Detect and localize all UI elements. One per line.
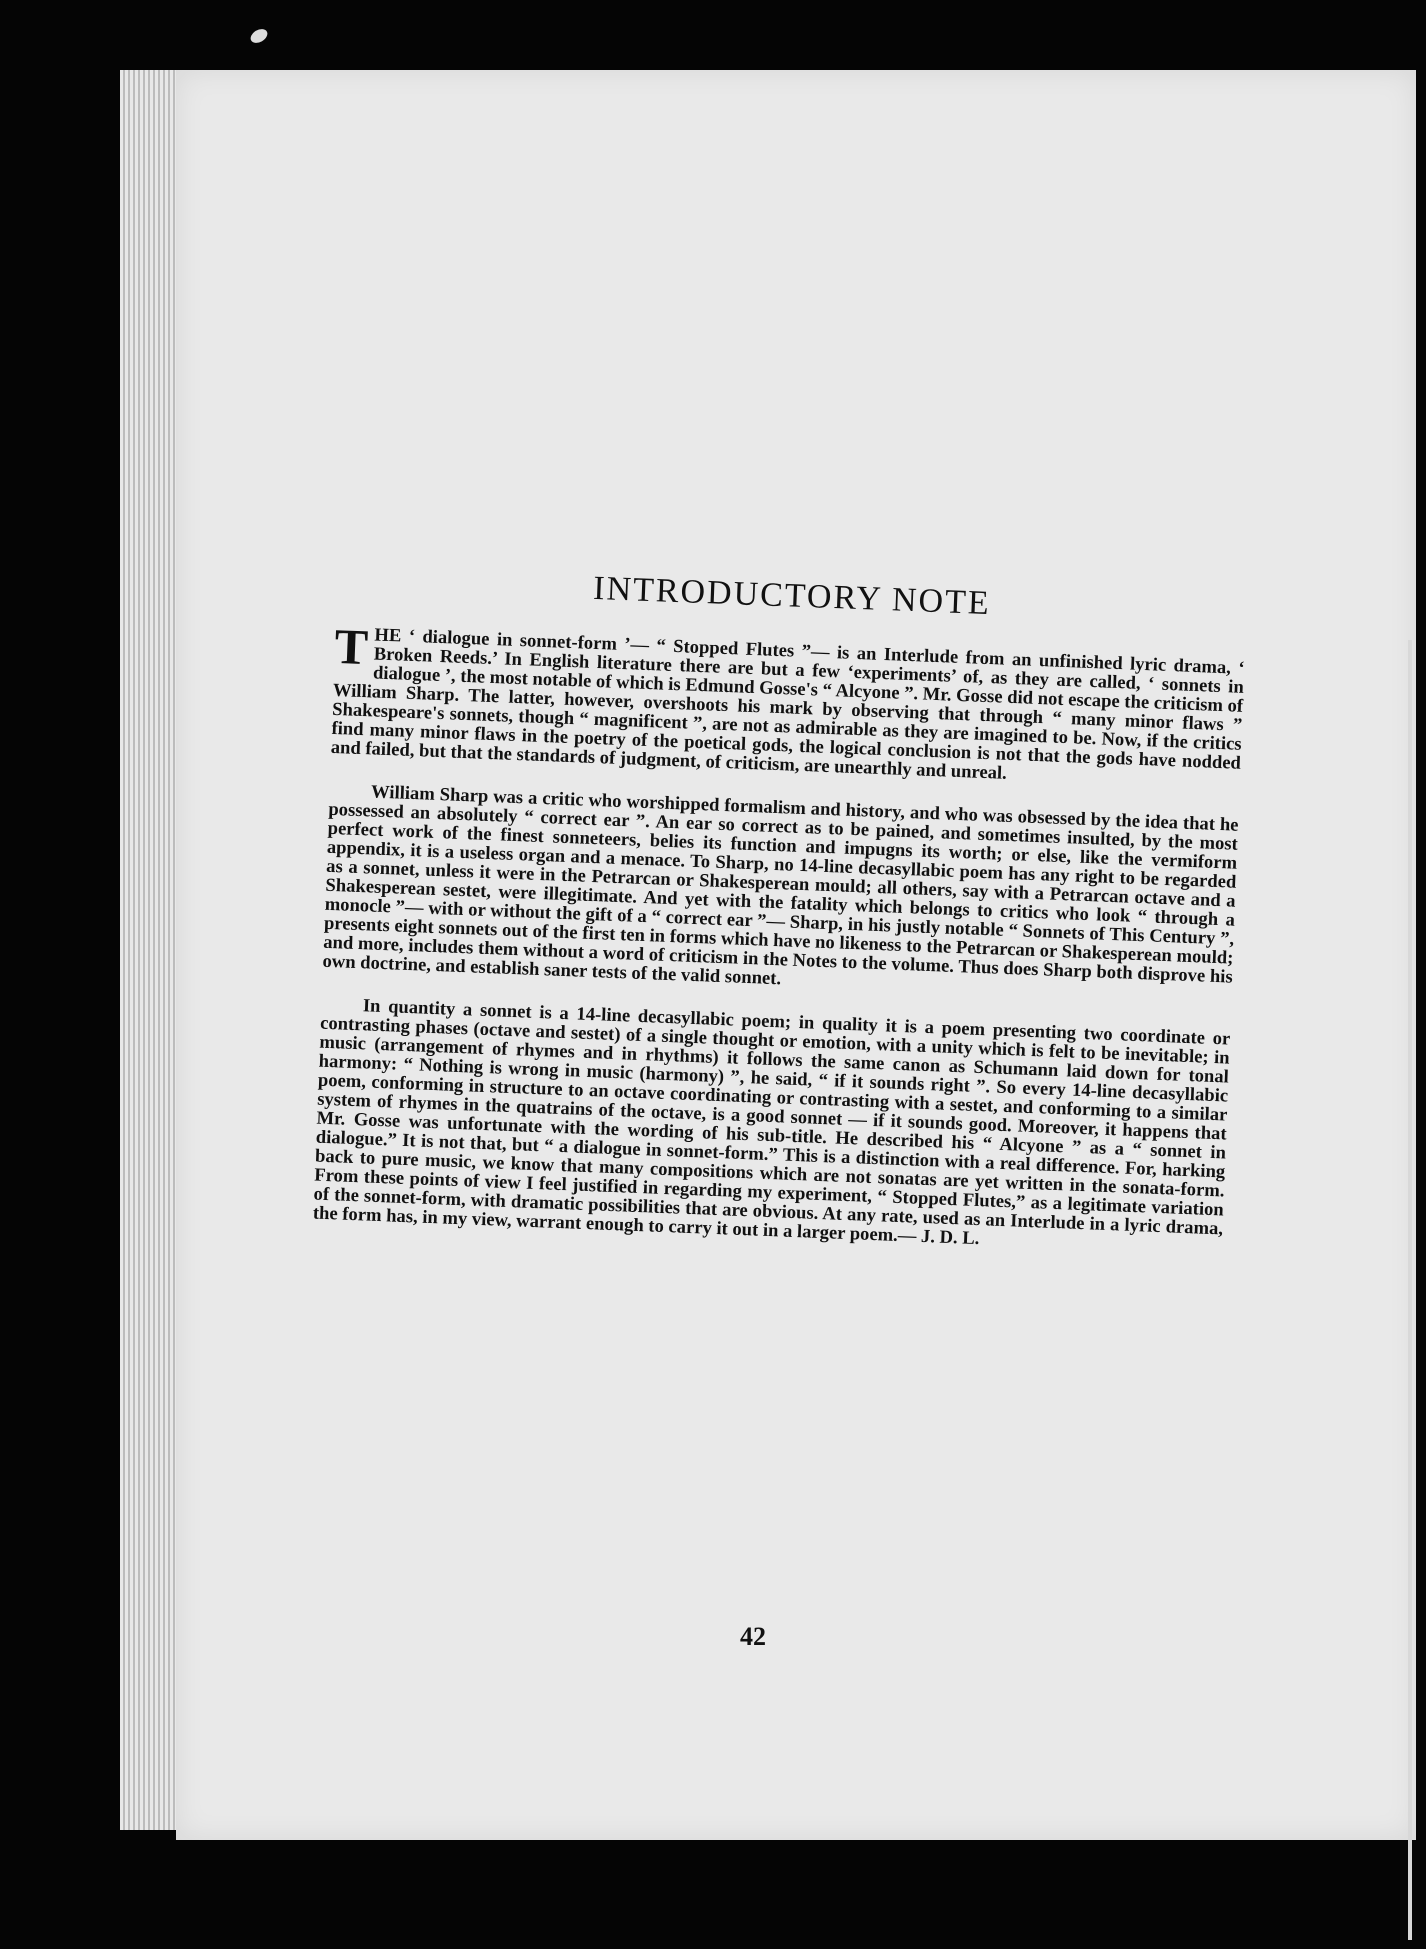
dust-speck (248, 26, 270, 45)
paragraph-1-text: HE ‘ dialogue in sonnet-form ’— “ Stopped Flutes ”— is an Interlude from an unfinished lyric drama, ‘ Broken Reeds.’ In English literature there are but a few ‘experiments’ of, as they are called, ‘ sonnets in dialogue ’, the most notable of which is Edmund Gosse's “ Alcyone ”. Mr. Gosse did not escape the criticism of William Sharp. The latter, however, overshoots his mark by observing that through “ many minor flaws ” Shakespeare's sonnets, though “ magnificent ”, are not as admirable as they are imagined to be. Now, if the critics find many minor flaws in the poetry of the poetical gods, the logical conclusion is not that the gods have nodded and failed, but that the standards of judgment, of criticism, are unearthly and unreal. (330, 624, 1245, 784)
page-content (312, 560, 1248, 1281)
page-title: INTRODUCTORY NOTE (592, 569, 992, 623)
paragraph-3: In quantity a sonnet is a 14-line decasyllabic poem; in quality it is a poem presenting two coordinate or contrasting phases (octave and sestet) of a single thought or emotion, with a unity which is felt to be inevitable; in music (arrangement of rhymes and in rhythms) it follows the same canon as Schumann laid down for tonal harmony: “ Nothing is wrong in music (harmony) ”, he said, “ if it sounds right ”. So every 14-line decasyllabic poem, conforming in structure to an octave coordinating or contrasting with a sestet, and conforming to a similar system of rhymes in the quatrains of the octave, is a good sonnet — if it sounds good. Moreover, it happens that Mr. Gosse was unfortunate with the wording of his sub-title. He described his “ Alcyone ” as a “ sonnet in dialogue.” It is not that, but “ a dialogue in sonnet-form.” This is a distinction with a real difference. For, harking back to pure music, we know that many compositions which are not sonatas are yet written in the sonata-form. From these points of view I feel justified in regarding my experiment, “ Stopped Flutes,” as a legitimate variation of the sonnet-form, with dramatic possibilities that are obvious. At any rate, used as an Interlude in a lyric drama, the form has, in my view, warrant enough to carry it out in a larger poem.— J. D. L. (312, 995, 1231, 1250)
drop-cap: T (333, 617, 370, 676)
paragraph-2: William Sharp was a critic who worshipped formalism and history, and who was obsessed by the idea that he possessed an absolutely “ correct ear ”. An ear so correct as to be pained, and sometimes insulted, by the most perfect work of the finest sonneteers, belies its function and impugns its worth; or else, like the vermiform appendix, it is a useless organ and a menace. To Sharp, no 14-line decasyllabic poem has any right to be regarded as a sonnet, unless it were in the Petrarcan or Shakesperean mould; all others, say with a Petrarcan octave and a Shakesperean sestet, were illegitimate. And yet with the fatality which belongs to critics who look “ through a monocle ”— with or without the gift of a “ correct ear ”— Sharp, in his justly notable “ Sonnets of This Century ”, presents eight sonnets out of the first ten in forms which have no likeness to the Petrarcan or Shakesperean mould; and more, includes them without a word of criticism in the Notes to the volume. Thus does Sharp both disprove his own doctrine, and establish saner tests of the valid sonnet. (322, 781, 1239, 990)
paragraph-1 (330, 617, 1245, 792)
facing-page-edge (1408, 640, 1412, 1940)
page-number: 42 (740, 1622, 766, 1651)
